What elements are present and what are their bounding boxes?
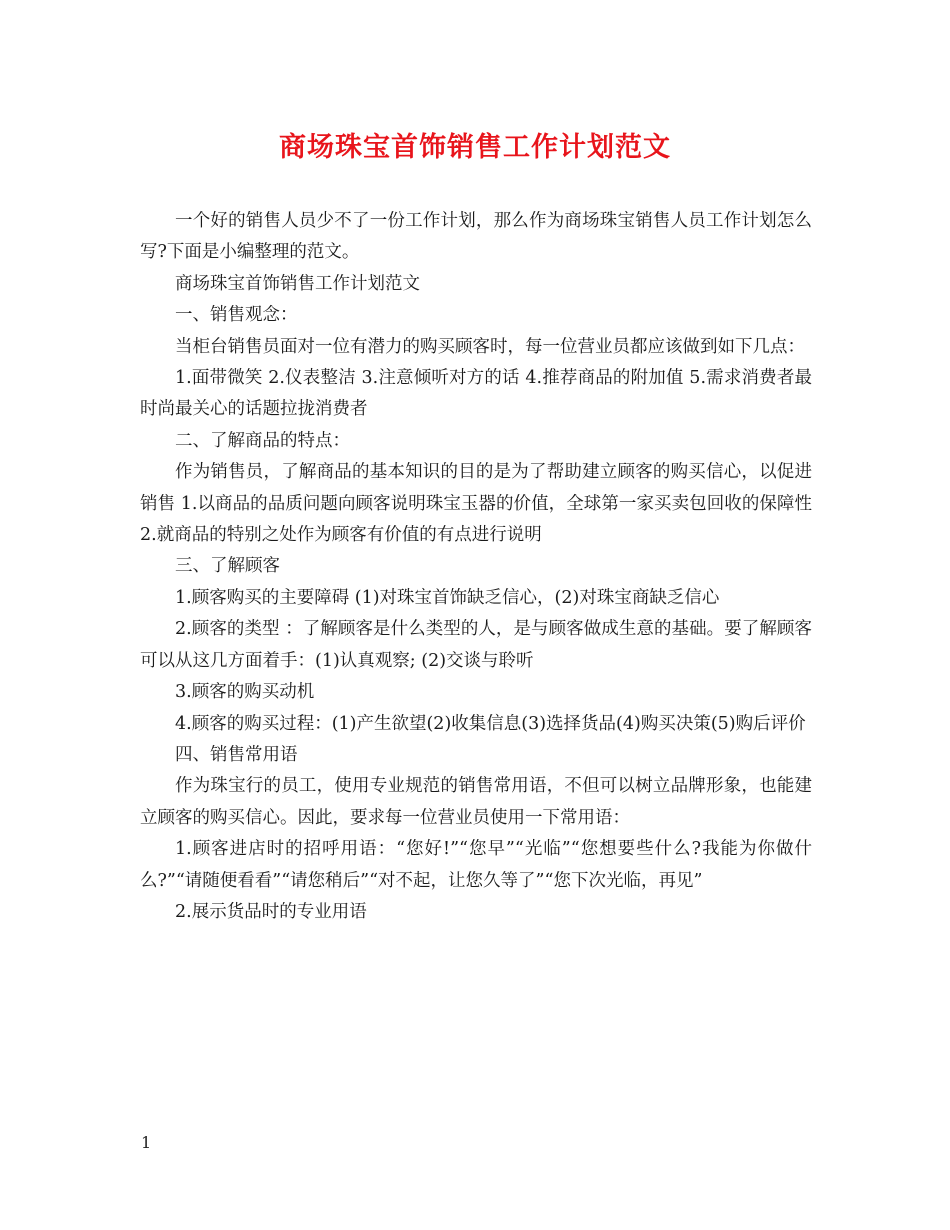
document-title: 商场珠宝首饰销售工作计划范文 bbox=[279, 132, 671, 163]
paragraph: 作为珠宝行的员工，使用专业规范的销售常用语，不但可以树立品牌形象，也能建立顾客的购买信心。因此，要求每一位营业员使用一下常用语： bbox=[140, 776, 812, 828]
paragraph-intro: 一个好的销售人员少不了一份工作计划，那么作为商场珠宝销售人员工作计划怎么写?下面是小编整理的范文。 bbox=[140, 211, 812, 263]
page-number: 1 bbox=[141, 1133, 152, 1152]
paragraph: 作为销售员，了解商品的基本知识的目的是为了帮助建立顾客的购买信心，以促进销售 1.以商品的品质问题向顾客说明珠宝玉器的价值，全球第一家买卖包回收的保障性 2.就商品的特别之处作为顾客有价值的有点进行说明 bbox=[140, 462, 812, 546]
paragraph: 1.顾客进店时的招呼用语：“您好!”“您早”“光临”“您想要些什么?我能为你做什么?”“请随便看看”“请您稍后”“对不起，让您久等了”“您下次光临，再见” bbox=[140, 839, 812, 891]
section-heading-4: 四、销售常用语 bbox=[175, 744, 298, 765]
paragraph: 1.面带微笑 2.仪表整洁 3.注意倾听对方的话 4.推荐商品的附加值 5.需求消费者最时尚最关心的话题拉拢消费者 bbox=[140, 368, 812, 420]
paragraph: 3.顾客的购买动机 bbox=[175, 682, 315, 703]
section-heading-3: 三、了解顾客 bbox=[175, 556, 280, 577]
paragraph: 4.顾客的购买过程：(1)产生欲望(2)收集信息(3)选择货品(4)购买决策(5)购后评价 bbox=[175, 713, 806, 734]
document-body bbox=[140, 206, 812, 928]
section-heading-2: 二、了解商品的特点： bbox=[175, 430, 350, 451]
paragraph: 2.展示货品时的专业用语 bbox=[175, 901, 367, 922]
section-heading-1: 一、销售观念： bbox=[175, 305, 298, 326]
paragraph-subtitle: 商场珠宝首饰销售工作计划范文 bbox=[175, 273, 420, 294]
paragraph: 2.顾客的类型 ：了解顾客是什么类型的人，是与顾客做成生意的基础。要了解顾客可以从这几方面着手：(1)认真观察; (2)交谈与聆听 bbox=[140, 619, 812, 671]
paragraph: 1.顾客购买的主要障碍 (1)对珠宝首饰缺乏信心，(2)对珠宝商缺乏信心 bbox=[175, 587, 720, 608]
paragraph: 当柜台销售员面对一位有潜力的购买顾客时，每一位营业员都应该做到如下几点： bbox=[175, 336, 805, 357]
